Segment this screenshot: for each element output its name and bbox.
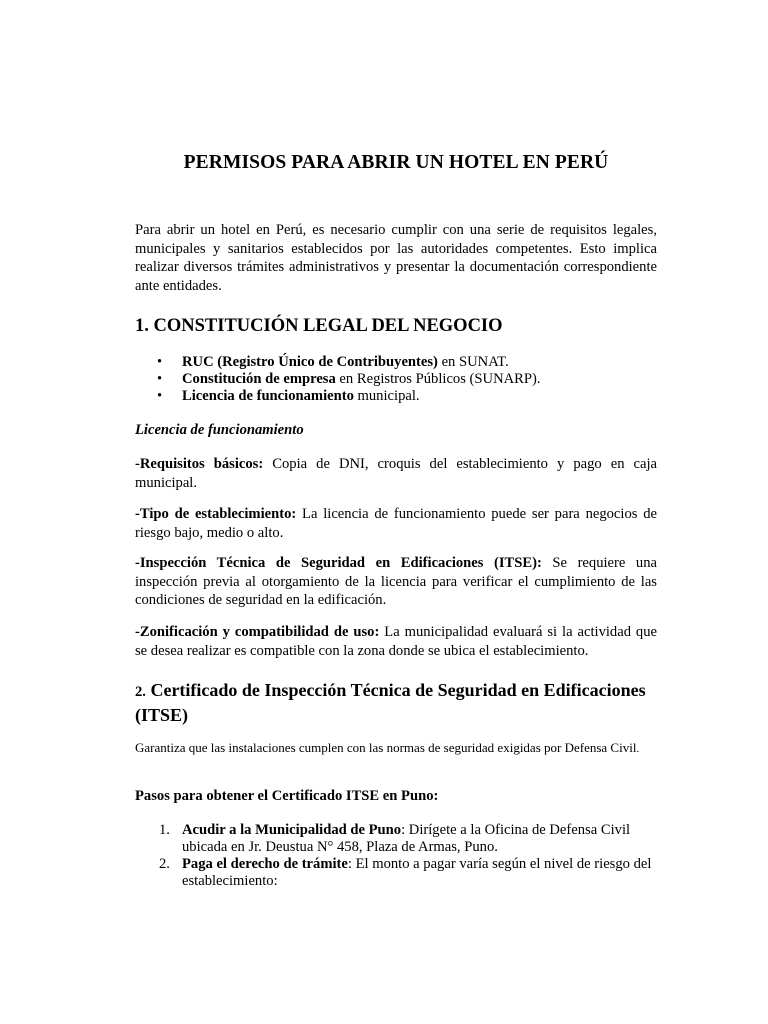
list-item [135, 371, 657, 388]
step-number: 2. [159, 856, 170, 872]
item-bold-text: -Inspección Técnica de Seguridad en Edificaciones (ITSE): [135, 555, 542, 571]
bullet-bold-text: Licencia de funcionamiento [182, 388, 354, 404]
item-text: La licencia de funcionamiento puede ser para negocios de riesgo bajo, medio o alto. [135, 506, 657, 541]
bullet-bold-text: RUC (Registro Único de Contribuyentes) [182, 354, 438, 370]
description-text: Garantiza que las instalaciones cumplen con las normas de seguridad exigidas por Defensa Civil [135, 740, 637, 755]
step-bold-text: Acudir a la Municipalidad de Puno [182, 822, 402, 838]
section2-number: 2. [135, 684, 146, 700]
bullet-text: municipal. [353, 388, 420, 404]
step-text: : El monto a pagar varía según el nivel de riesgo del establecimiento: [182, 856, 652, 889]
bullet-text: en Registros Públicos (SUNARP). [335, 371, 541, 387]
bullet-icon: • [157, 371, 163, 387]
item-text: La municipalidad evaluará si la actividad que se desea realizar es compatible con la zona donde se ubica el establecimiento. [135, 624, 657, 659]
itse-paragraph [135, 554, 657, 610]
bullet-text: en SUNAT. [437, 354, 509, 370]
step-bold-text: Paga el derecho de trámite [182, 856, 348, 872]
item-bold-text: -Requisitos básicos: [135, 456, 264, 472]
step-number: 1. [159, 822, 170, 838]
section2-title: Certificado de Inspección Técnica de Seguridad en Edificaciones (ITSE) [135, 680, 646, 725]
bullet-bold-text: Constitución de empresa [182, 371, 336, 387]
tipo-paragraph [135, 505, 657, 542]
section2-description [135, 740, 657, 757]
section1-bullet-list [135, 354, 657, 405]
item-text: Copia de DNI, croquis del establecimiento y pago en caja municipal. [135, 456, 658, 491]
requisitos-paragraph [135, 455, 657, 492]
steps-heading: Pasos para obtener el Certificado ITSE en Puno: [135, 788, 439, 804]
list-item [135, 354, 657, 371]
bullet-icon: • [157, 354, 163, 370]
section2-heading [135, 679, 657, 727]
item-bold-text: -Zonificación y compatibilidad de uso: [135, 624, 380, 640]
step-text: : Dirígete a la Oficina de Defensa Civil ubicada en Jr. Deustua N° 458, Plaza de Armas, Puno. [182, 822, 631, 855]
item-bold-text: -Tipo de establecimiento: [135, 506, 297, 522]
licencia-subheading: Licencia de funcionamiento [135, 422, 304, 438]
description-end: . [636, 743, 640, 755]
zonificacion-paragraph [135, 623, 657, 660]
item-text: Se requiere una inspección previa al otorgamiento de la licencia para verificar el cumplimiento de las condiciones de seguridad en la edificación. [135, 555, 657, 608]
section1-heading: 1. CONSTITUCIÓN LEGAL DEL NEGOCIO [135, 316, 503, 336]
list-item [135, 822, 657, 856]
list-item [135, 856, 657, 890]
bullet-icon: • [157, 388, 163, 404]
steps-list [135, 822, 657, 890]
list-item [135, 388, 657, 405]
document-title: PERMISOS PARA ABRIR UN HOTEL EN PERÚ [183, 152, 609, 173]
intro-paragraph: Para abrir un hotel en Perú, es necesario cumplir con una serie de requisitos legales, municipales y sanitarios establecidos por las autoridades competentes. Esto implica realizar diversos trámites administrativos y presentar la documentación correspondiente ante entidades. [135, 222, 657, 294]
